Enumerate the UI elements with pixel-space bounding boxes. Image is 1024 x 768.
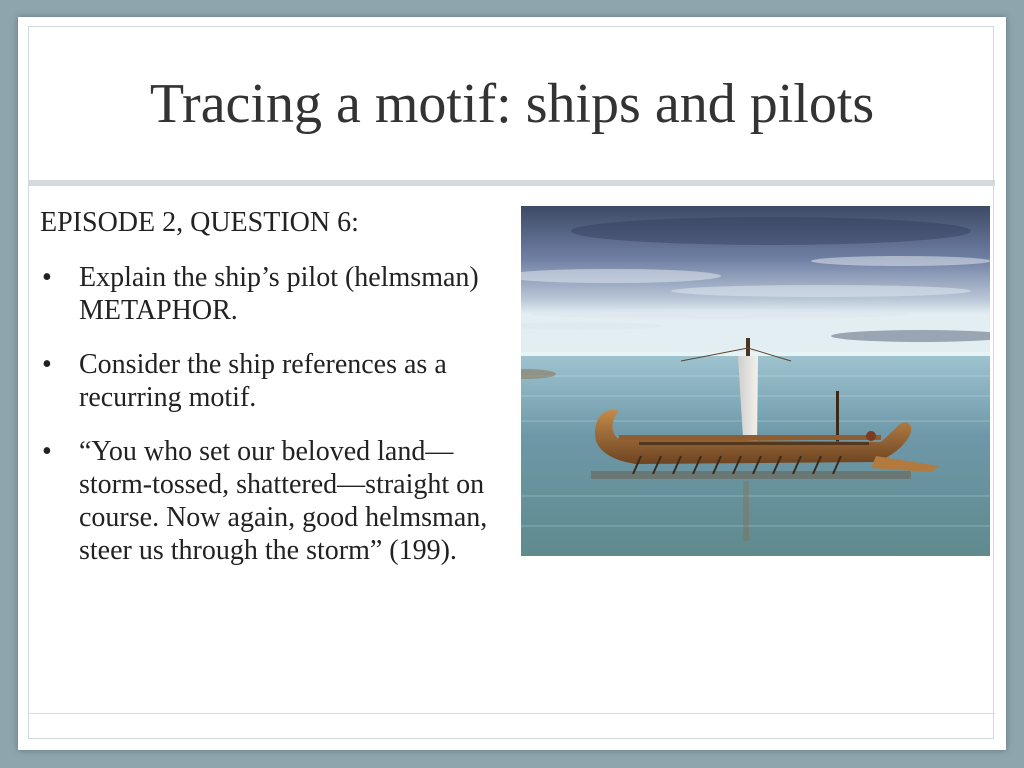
bullet-dot-icon: • (42, 262, 52, 293)
slide-title: Tracing a motif: ships and pilots (149, 73, 875, 135)
slide-body (40, 206, 515, 588)
bullet-dot-icon: • (42, 349, 52, 380)
episode-heading: EPISODE 2, QUESTION 6: (40, 207, 359, 238)
bullet-text: Explain the ship’s pilot (helmsman) METAPHOR. (79, 262, 479, 326)
bullet-item (40, 435, 515, 567)
bullet-list (40, 261, 515, 567)
ship-illustration (521, 206, 990, 556)
bullet-dot-icon: • (42, 436, 52, 467)
ship-image (521, 206, 990, 556)
title-divider (29, 180, 995, 186)
bullet-item (40, 261, 515, 327)
bullet-text: “You who set our beloved land—storm-tossed, shattered—straight on course. Now again, good helmsman, steer us through the storm” (199). (79, 436, 488, 566)
bullet-text: Consider the ship references as a recurring motif. (79, 349, 447, 413)
bullet-item (40, 348, 515, 414)
bottom-divider (29, 713, 995, 714)
